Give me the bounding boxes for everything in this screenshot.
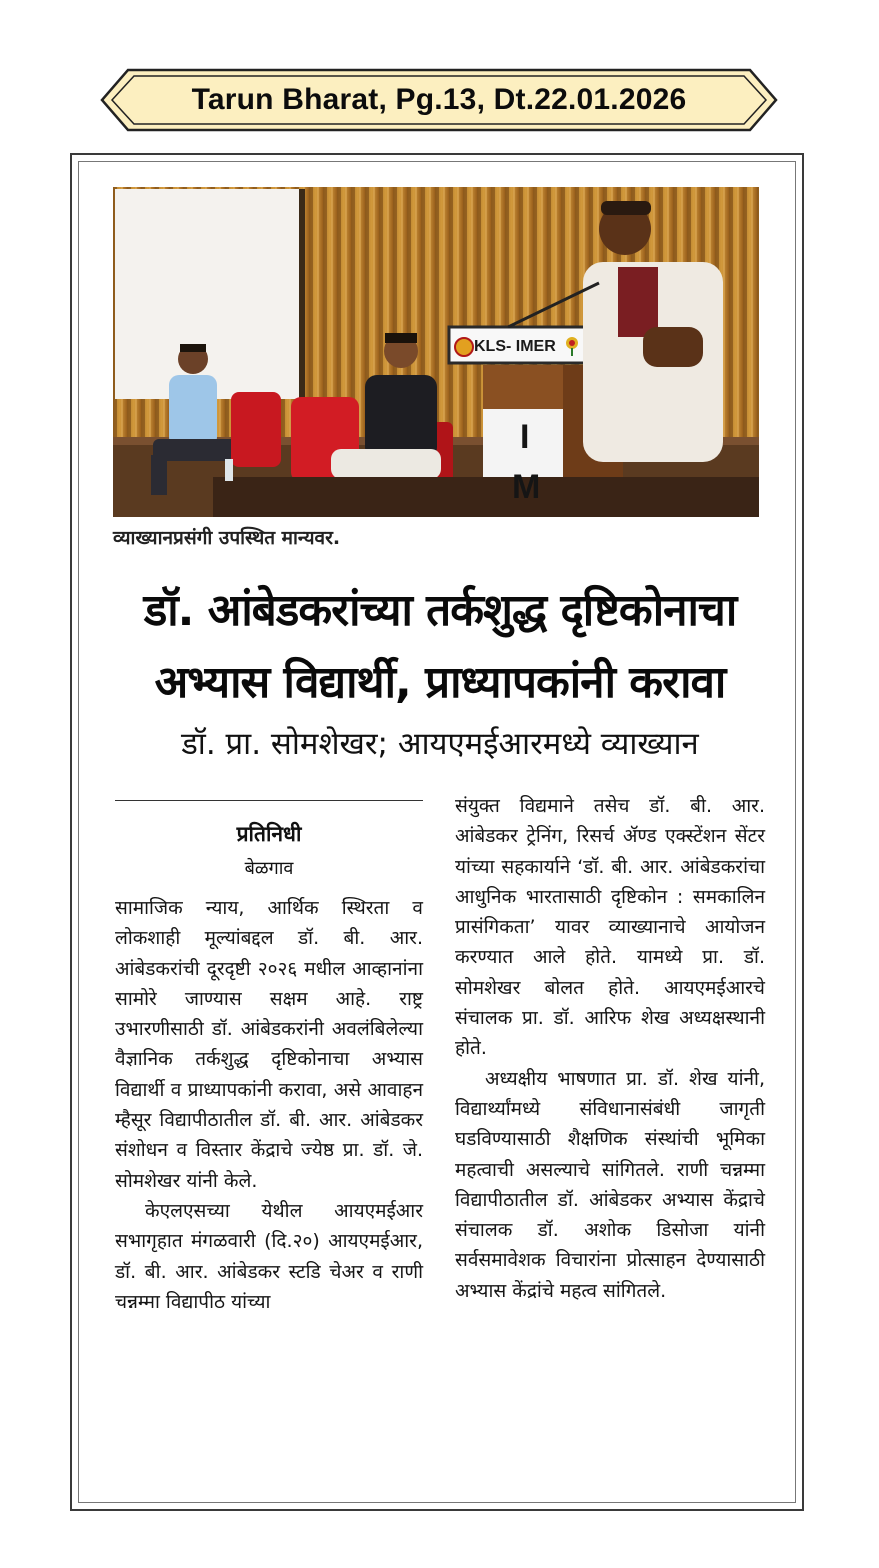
event-photo xyxy=(113,187,759,517)
headline-line-1: डॉ. आंबेडकरांच्या तर्कशुद्ध दृष्टिकोनाचा xyxy=(143,585,737,636)
photo-caption: व्याख्यानप्रसंगी उपस्थित मान्यवर. xyxy=(113,527,341,549)
paragraph: सामाजिक न्याय, आर्थिक स्थिरता व लोकशाही मूल्यांबद्दल डॉ. बी. आर. आंबेडकरांची दूरदृष्टी २०२६ मधील आव्हानांना सामोरे जाण्यास सक्षम आहे. राष्ट्र उभारणीसाठी डॉ. आंबेडकरांनी अवलंबिलेल्या वैज्ञानिक तर्कशुद्ध दृष्टिकोनाचा अभ्यास विद्यार्थी व प्राध्यापकांनी करावा, असे आवाहन म्हैसूर विद्यापीठातील डॉ. बी. आर. आंबेडकर संशोधन व विस्तार केंद्राचे ज्येष्ठ प्रा. डॉ. जे. सोमशेखर यांनी केले. xyxy=(115,897,423,1192)
podium-letter-i: I xyxy=(520,418,530,456)
column-divider xyxy=(115,800,423,801)
paragraph: केएलएसच्या येथील आयएमईआर सभागृहात मंगळवारी (दि.२०) आयएमईआर, डॉ. बी. आर. आंबेडकर स्टडि चेअर व राणी चन्नम्मा विद्यापीठ यांच्या xyxy=(115,1199,423,1313)
article-column-right xyxy=(455,791,765,1306)
podium-flower-icon xyxy=(562,335,582,357)
dateline: बेळगाव xyxy=(244,858,294,879)
headline-line-2: अभ्यास विद्यार्थी, प्राध्यापकांनी करावा xyxy=(154,657,726,708)
podium-logo-icon xyxy=(453,336,475,358)
subheadline: डॉ. प्रा. सोमशेखर; आयएमईआरमध्ये व्याख्यान xyxy=(181,726,699,762)
paragraph: संयुक्त विद्यमाने तसेच डॉ. बी. आर. आंबेडकर ट्रेनिंग, रिसर्च ॲण्ड एक्स्टेंशन सेंटर यांच्या सहकार्याने ‘डॉ. बी. आर. आंबेडकरांचा आधुनिक भारतासाठी दृष्टिकोन : समकालिन प्रासंगिकता’ यावर व्याख्यानाचे आयोजन करण्यात आले होते. यामध्ये प्रा. डॉ. सोमशेखर बोलत होते. आयएमईआरचे संचालक प्रा. डॉ. आरिफ शेख अध्यक्षस्थानी होते. xyxy=(455,795,765,1060)
paragraph: अध्यक्षीय भाषणात प्रा. डॉ. शेख यांनी, विद्यार्थ्यांमध्ये संविधानासंबंधी जागृती घडविण्यासाठी शैक्षणिक संस्थांची भूमिका महत्वाची असल्याचे सांगितले. राणी चन्नम्मा विद्यापीठातील डॉ. आंबेडकर अभ्यास केंद्राचे संचालक डॉ. अशोक डिसोजा यांनी सर्वसमावेशक विचारांना प्रोत्साहन देण्यासाठी अभ्यास केंद्रांचे महत्व सांगितले. xyxy=(455,1067,765,1302)
newspaper-citation: Tarun Bharat, Pg.13, Dt.22.01.2026 xyxy=(191,83,687,116)
podium-logo-text: KLS- IMER xyxy=(474,338,556,355)
podium-letter-m: M xyxy=(512,468,541,506)
article-column-left xyxy=(115,893,423,1317)
byline: प्रतिनिधी xyxy=(236,822,302,846)
